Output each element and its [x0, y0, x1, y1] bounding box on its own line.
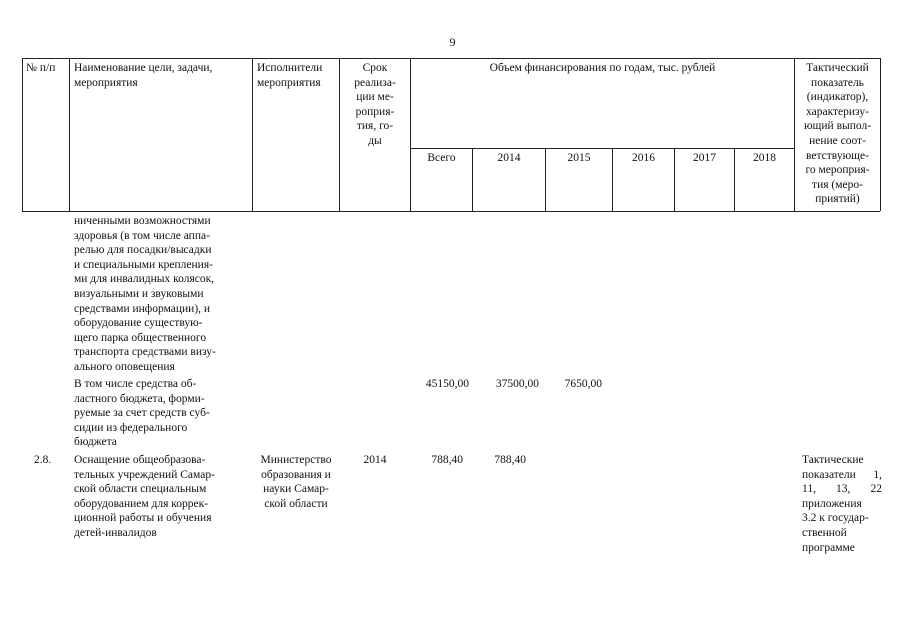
header-total: Всего	[427, 152, 456, 164]
subheader-divider	[410, 148, 794, 149]
col-divider	[252, 58, 253, 211]
row-2014: 788,40	[494, 454, 526, 466]
row-2014-subsidy: 37500,00	[495, 378, 539, 390]
row-indicator: приложения 3.2 к государ- ственной программе	[802, 497, 869, 554]
table-top-border	[22, 58, 880, 59]
header-bottom-border	[22, 211, 880, 212]
header-term: Срок реализа- ции ме- роприя- тия, го- ды	[354, 62, 396, 147]
header-executors: Исполнители мероприятия	[257, 62, 323, 89]
header-year: 2017	[693, 152, 716, 164]
header-name: Наименование цели, задачи, мероприятия	[74, 62, 213, 89]
col-divider	[410, 58, 411, 211]
header-year: 2018	[753, 152, 776, 164]
header-financing: Объем финансирования по годам, тыс. рублей	[489, 62, 716, 74]
header-year: 2015	[567, 152, 591, 164]
row-indicator: показатели 1,	[802, 468, 882, 481]
row-total: 788,40	[431, 454, 463, 466]
header-indicator: Тактический показатель (индикатор), характеризу- ющий выпол- нение соот- ветствующе- го мероприя- тия (меро- приятий)	[803, 62, 872, 206]
col-divider	[22, 58, 23, 211]
row-term: 2014	[363, 454, 387, 466]
row-name-continuation: ниченными возможностями здоровья (в том числе аппа- релью для посадки/высадки и специальными крепления- ми для инвалидных колясок, визуальными и звуковыми средствами информации), и оборудование существую- щего парка общественного транспорта средствами визу- ального оповещения	[74, 215, 216, 373]
row-total-subsidy: 45150,00	[425, 378, 469, 390]
header-year: 2016	[632, 152, 655, 164]
row-num: 2.8.	[34, 454, 52, 466]
page-number: 9	[449, 35, 456, 49]
row-indicator: 11, 13, 22	[802, 483, 882, 496]
row-executor: Министерство образования и науки Самар- ской области	[260, 454, 332, 510]
header-num: № п/п	[26, 62, 56, 74]
header-year: 2014	[497, 152, 521, 164]
col-divider	[69, 58, 70, 211]
col-divider	[880, 58, 881, 211]
row-2015-subsidy: 7650,00	[564, 378, 602, 390]
row-name-subsidy: В том числе средства об- ластного бюджета, форми- руемые за счет средств суб- сидии из федерального бюджета	[74, 378, 210, 449]
row-indicator: Тактические	[802, 454, 864, 466]
row-name: Оснащение общеобразова- тельных учреждений Самар- ской области специальным оборудованием для коррек- ционной работы и обучения детей-инвалидов	[74, 454, 215, 539]
